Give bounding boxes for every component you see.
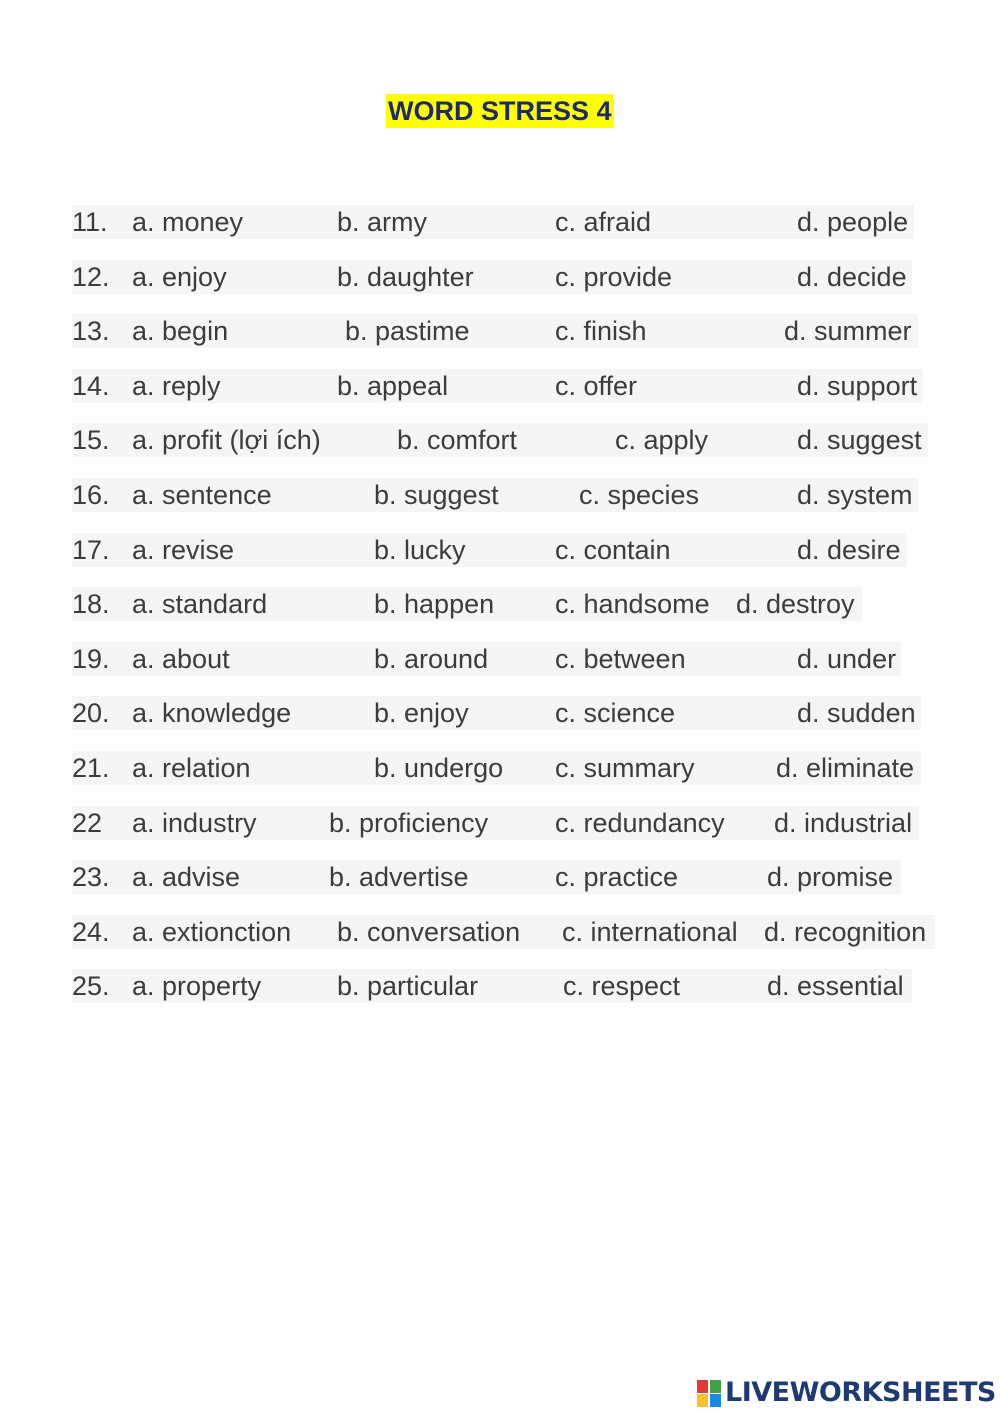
- option-b: b. conversation: [337, 916, 521, 947]
- liveworksheets-logo: [697, 1376, 996, 1410]
- question-row: [0, 860, 1000, 894]
- question-number: 18.: [72, 589, 110, 620]
- option-d: d. people: [797, 207, 909, 237]
- question-row: [0, 260, 1000, 294]
- option-d: d. decide: [797, 261, 907, 292]
- question-number: 15.: [72, 425, 110, 456]
- question-number: 22: [72, 807, 103, 838]
- logo-text: LIVEWORKSHEETS: [725, 1377, 996, 1408]
- question-row: [0, 587, 1000, 621]
- option-d: d. support: [797, 370, 918, 401]
- option-c: c. offer: [555, 370, 638, 401]
- question-row: [0, 806, 1000, 840]
- option-b: b. lucky: [374, 534, 466, 565]
- option-c: c. between: [555, 643, 686, 674]
- option-c: c. apply: [615, 425, 709, 456]
- option-a: a. property: [132, 971, 262, 1002]
- question-row: [0, 423, 1000, 457]
- question-row: [0, 915, 1000, 949]
- option-a: a. profit (lợi ích): [132, 425, 321, 456]
- option-b: b. enjoy: [374, 698, 469, 729]
- option-a: a. sentence: [132, 480, 272, 510]
- option-d: d. eliminate: [776, 753, 915, 783]
- option-a: a. about: [132, 643, 230, 674]
- option-b: b. daughter: [337, 261, 474, 292]
- option-c: c. contain: [555, 534, 671, 565]
- question-number: 16.: [72, 480, 110, 510]
- question-row: [0, 205, 1000, 239]
- option-a: a. knowledge: [132, 698, 292, 729]
- option-d: d. suggest: [797, 425, 922, 456]
- option-a: a. standard: [132, 589, 268, 620]
- question-number: 23.: [72, 862, 110, 893]
- question-number: 24.: [72, 916, 110, 947]
- question-number: 12.: [72, 261, 110, 292]
- option-b: b. proficiency: [329, 807, 489, 838]
- option-b: b. suggest: [374, 480, 499, 510]
- option-a: a. money: [132, 207, 244, 237]
- option-c: c. international: [562, 916, 738, 947]
- option-d: d. summer: [784, 316, 912, 347]
- question-number: 17.: [72, 534, 110, 565]
- option-d: d. recognition: [764, 916, 927, 947]
- option-b: b. pastime: [345, 316, 470, 347]
- option-d: d. system: [797, 480, 913, 510]
- liveworksheets-logo-icon: [697, 1378, 723, 1408]
- option-a: a. relation: [132, 753, 251, 783]
- question-row: [0, 478, 1000, 512]
- question-row: [0, 369, 1000, 403]
- question-number: 25.: [72, 971, 110, 1002]
- question-row: [0, 969, 1000, 1003]
- option-c: c. science: [555, 698, 676, 729]
- option-d: d. destroy: [736, 589, 855, 620]
- option-a: a. advise: [132, 862, 241, 893]
- option-b: b. happen: [374, 589, 495, 620]
- question-row: [0, 751, 1000, 785]
- option-d: d. sudden: [797, 698, 916, 729]
- question-row: [0, 696, 1000, 730]
- option-c: c. species: [579, 480, 700, 510]
- option-a: a. revise: [132, 534, 235, 565]
- worksheet-title: WORD STRESS 4: [388, 96, 612, 126]
- question-row: [0, 314, 1000, 348]
- option-c: c. summary: [555, 753, 695, 783]
- option-a: a. extionction: [132, 916, 292, 947]
- option-d: d. promise: [767, 862, 894, 893]
- option-b: b. undergo: [374, 753, 504, 783]
- option-b: b. army: [337, 207, 428, 237]
- option-b: b. particular: [337, 971, 479, 1002]
- question-number: 11.: [72, 207, 108, 237]
- option-b: b. appeal: [337, 370, 449, 401]
- option-a: a. begin: [132, 316, 229, 347]
- option-d: d. essential: [767, 971, 904, 1002]
- option-a: a. enjoy: [132, 261, 227, 292]
- option-c: c. afraid: [555, 207, 652, 237]
- option-c: c. practice: [555, 862, 679, 893]
- option-b: b. comfort: [397, 425, 518, 456]
- question-row: [0, 642, 1000, 676]
- option-b: b. advertise: [329, 862, 469, 893]
- option-d: d. under: [797, 643, 897, 674]
- option-d: d. industrial: [774, 807, 913, 838]
- option-d: d. desire: [797, 534, 901, 565]
- question-number: 13.: [72, 316, 110, 347]
- option-c: c. respect: [563, 971, 681, 1002]
- question-number: 14.: [72, 370, 110, 401]
- option-c: c. redundancy: [555, 807, 725, 838]
- question-number: 19.: [72, 643, 110, 674]
- option-c: c. handsome: [555, 589, 710, 620]
- question-row: [0, 533, 1000, 567]
- option-c: c. provide: [555, 261, 673, 292]
- option-a: a. reply: [132, 370, 221, 401]
- option-b: b. around: [374, 643, 489, 674]
- question-number: 21.: [72, 753, 110, 783]
- question-number: 20.: [72, 698, 110, 729]
- option-a: a. industry: [132, 807, 257, 838]
- option-c: c. finish: [555, 316, 647, 347]
